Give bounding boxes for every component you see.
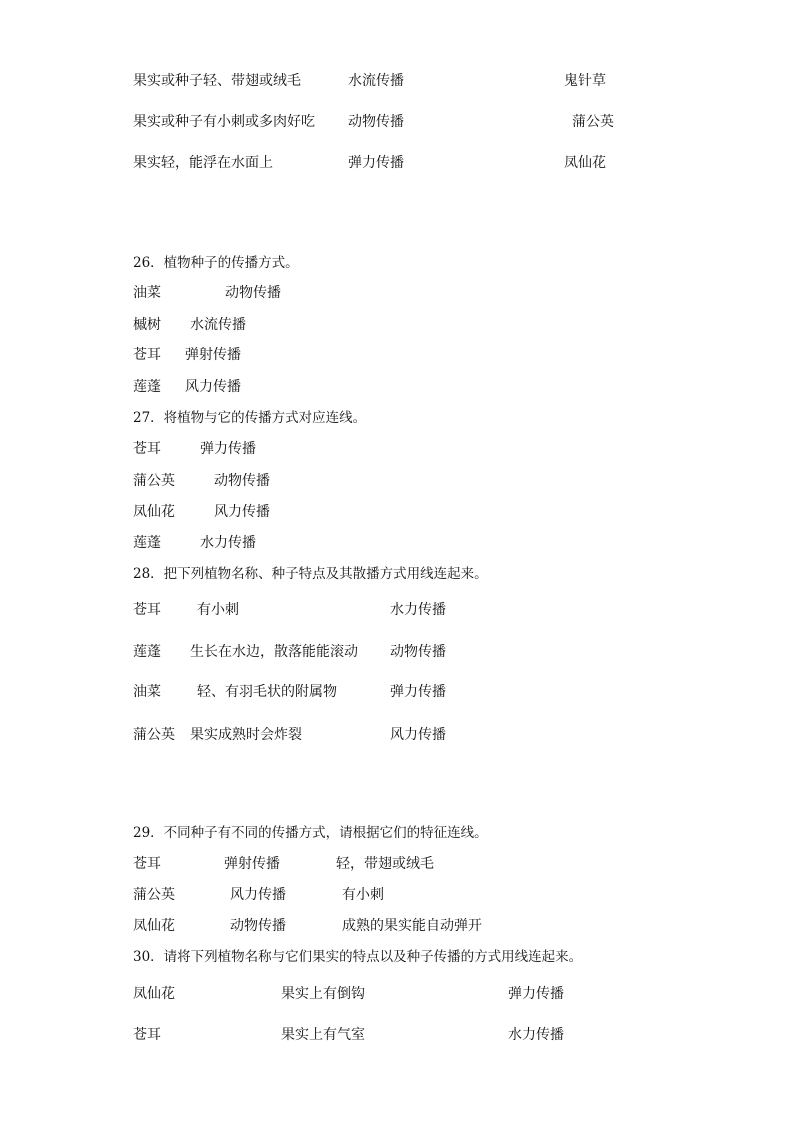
feature-label: 果实成熟时会炸裂 xyxy=(190,727,302,743)
plant-label: 莲蓬 xyxy=(133,644,161,660)
feature-label: 轻，带翅或绒毛 xyxy=(336,856,434,872)
plant-label: 蒲公英 xyxy=(133,727,175,743)
feature-label: 果实上有倒钩 xyxy=(281,986,365,1002)
method-label: 动物传播 xyxy=(225,285,281,301)
plant-label: 苍耳 xyxy=(133,856,161,872)
feature-cell: 果实或种子轻、带翅或绒毛 xyxy=(133,73,301,89)
method-label: 水力传播 xyxy=(508,1027,564,1043)
plant-cell: 蒲公英 xyxy=(572,114,614,130)
plant-label: 油菜 xyxy=(133,285,161,301)
plant-label: 槭树 xyxy=(133,317,161,333)
plant-label: 苍耳 xyxy=(133,441,161,457)
method-cell: 弹力传播 xyxy=(348,155,404,171)
feature-label: 成熟的果实能自动弹开 xyxy=(342,918,482,934)
question-title: 26．植物种子的传播方式。 xyxy=(133,255,299,271)
method-label: 水力传播 xyxy=(200,535,256,551)
method-label: 水流传播 xyxy=(190,317,246,333)
question-title: 29．不同种子有不同的传播方式，请根据它们的特征连线。 xyxy=(133,825,488,841)
method-label: 风力传播 xyxy=(230,887,286,903)
plant-label: 凤仙花 xyxy=(133,504,175,520)
method-label: 动物传播 xyxy=(214,473,270,489)
plant-label: 油菜 xyxy=(133,684,161,700)
question-title: 27．将植物与它的传播方式对应连线。 xyxy=(133,410,367,426)
plant-label: 蒲公英 xyxy=(133,887,175,903)
feature-label: 果实上有气室 xyxy=(281,1027,365,1043)
plant-label: 蒲公英 xyxy=(133,473,175,489)
plant-cell: 鬼针草 xyxy=(564,73,606,89)
method-label: 风力传播 xyxy=(185,379,241,395)
method-label: 风力传播 xyxy=(214,504,270,520)
feature-cell: 果实轻，能浮在水面上 xyxy=(133,155,273,171)
plant-label: 莲蓬 xyxy=(133,535,161,551)
plant-cell: 凤仙花 xyxy=(564,155,606,171)
feature-cell: 果实或种子有小刺或多肉好吃 xyxy=(133,114,315,130)
question-title: 30．请将下列植物名称与它们果实的特点以及种子传播的方式用线连起来。 xyxy=(133,949,583,965)
feature-label: 轻、有羽毛状的附属物 xyxy=(197,684,337,700)
plant-label: 苍耳 xyxy=(133,347,161,363)
plant-label: 凤仙花 xyxy=(133,918,175,934)
feature-label: 有小刺 xyxy=(197,602,239,618)
method-label: 弹射传播 xyxy=(224,856,280,872)
method-label: 水力传播 xyxy=(390,602,446,618)
question-title: 28．把下列植物名称、种子特点及其散播方式用线连起来。 xyxy=(133,566,488,582)
method-label: 动物传播 xyxy=(230,918,286,934)
method-label: 弹力传播 xyxy=(200,441,256,457)
method-label: 弹力传播 xyxy=(390,684,446,700)
feature-label: 生长在水边，散落能能滚动 xyxy=(190,644,358,660)
method-label: 弹射传播 xyxy=(185,347,241,363)
method-cell: 动物传播 xyxy=(348,114,404,130)
method-cell: 水流传播 xyxy=(348,73,404,89)
method-label: 风力传播 xyxy=(390,727,446,743)
plant-label: 凤仙花 xyxy=(133,986,175,1002)
plant-label: 苍耳 xyxy=(133,602,161,618)
feature-label: 有小刺 xyxy=(342,887,384,903)
method-label: 弹力传播 xyxy=(508,986,564,1002)
method-label: 动物传播 xyxy=(390,644,446,660)
plant-label: 莲蓬 xyxy=(133,379,161,395)
plant-label: 苍耳 xyxy=(133,1027,161,1043)
